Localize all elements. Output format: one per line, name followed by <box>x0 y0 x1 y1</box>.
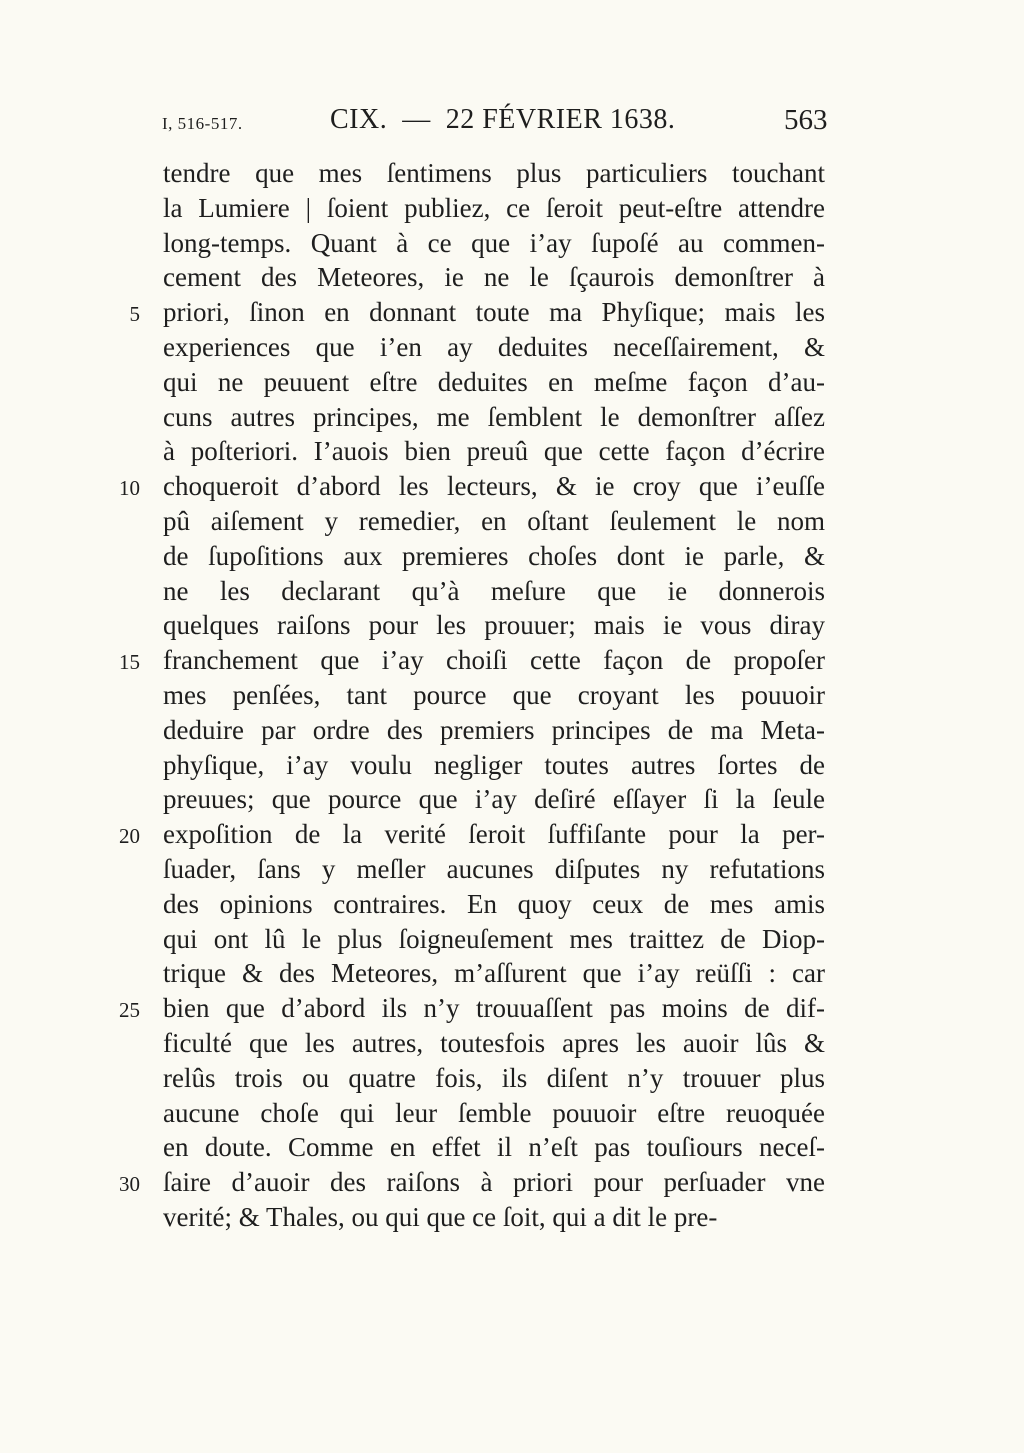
text-line: tendre que mes ſentimens plus particuliers touchant <box>163 158 825 188</box>
text-line: mes penſées, tant pource que croyant les pouuoir <box>163 680 825 710</box>
text-line: la Lumiere | ſoient publiez, ce ſeroit peut-eſtre attendre <box>163 193 825 223</box>
text-line: en doute. Comme en effet il n’eſt pas touſiours neceſ- <box>163 1132 825 1162</box>
line-number: 15 <box>119 650 140 674</box>
text-line: à poſteriori. I’auois bien preuû que cette façon d’écrire <box>163 436 825 466</box>
text-line: experiences que i’en ay deduites neceſſairement, & <box>163 332 825 362</box>
text-line: preuues; que pource que i’ay deſiré eſſayer ſi la ſeule <box>163 784 825 814</box>
page-number: 563 <box>784 104 828 136</box>
text-line: verité; & Thales, ou qui que ce ſoit, qui a dit le pre- <box>163 1202 718 1232</box>
line-number: 20 <box>119 824 140 848</box>
text-line: phyſique, i’ay voulu negliger toutes autres ſortes de <box>163 750 825 780</box>
text-line: long-temps. Quant à ce que i’ay ſupoſé au commen- <box>163 228 825 258</box>
text-line: cuns autres principes, me ſemblent le demonſtrer aſſez <box>163 402 825 432</box>
text-line: quelques raiſons pour les prouuer; mais ie vous diray <box>163 610 825 640</box>
text-line: ne les declarant qu’à meſure que ie donnerois <box>163 576 825 606</box>
text-line: aucune choſe qui leur ſemble pouuoir eſtre reuoquée <box>163 1098 825 1128</box>
text-line: de ſupoſitions aux premieres choſes dont ie parle, & <box>163 541 825 571</box>
text-line: deduire par ordre des premiers principes de ma Meta- <box>163 715 825 745</box>
text-line: qui ont lû le plus ſoigneuſement mes traittez de Diop- <box>163 924 825 954</box>
text-line: ſuader, ſans y meſler aucunes diſputes ny refutations <box>163 854 825 884</box>
text-line: pû aiſement y remedier, en oſtant ſeulement le nom <box>163 506 825 536</box>
text-line: relûs trois ou quatre fois, ils diſent n’y trouuer plus <box>163 1063 825 1093</box>
text-line: priori, ſinon en donnant toute ma Phyſique; mais les <box>163 297 825 327</box>
running-header <box>0 104 1024 144</box>
text-line: trique & des Meteores, m’aſſurent que i’ay reüſſi : car <box>163 958 825 988</box>
text-line: choqueroit d’abord les lecteurs, & ie croy que i’euſſe <box>163 471 825 501</box>
text-line: expoſition de la verité ſeroit ſuffiſante pour la per- <box>163 819 825 849</box>
text-line: cement des Meteores, ie ne le ſçaurois demonſtrer à <box>163 262 825 292</box>
text-line: ficulté que les autres, toutesfois apres les auoir lûs & <box>163 1028 825 1058</box>
line-number: 25 <box>119 998 140 1022</box>
line-number: 30 <box>119 1172 140 1196</box>
line-number: 5 <box>129 302 140 326</box>
text-line: ſaire d’auoir des raiſons à priori pour perſuader vne <box>163 1167 825 1197</box>
text-line: franchement que i’ay choiſi cette façon de propoſer <box>163 645 825 675</box>
text-line: qui ne peuuent eſtre deduites en meſme façon d’au- <box>163 367 825 397</box>
line-number: 10 <box>119 476 140 500</box>
text-line: bien que d’abord ils n’y trouuaſſent pas moins de dif- <box>163 993 825 1023</box>
page-reference: I, 516-517. <box>162 114 243 133</box>
text-line: des opinions contraires. En quoy ceux de mes amis <box>163 889 825 919</box>
letter-heading: CIX. — 22 FÉVRIER 1638. <box>330 104 676 135</box>
